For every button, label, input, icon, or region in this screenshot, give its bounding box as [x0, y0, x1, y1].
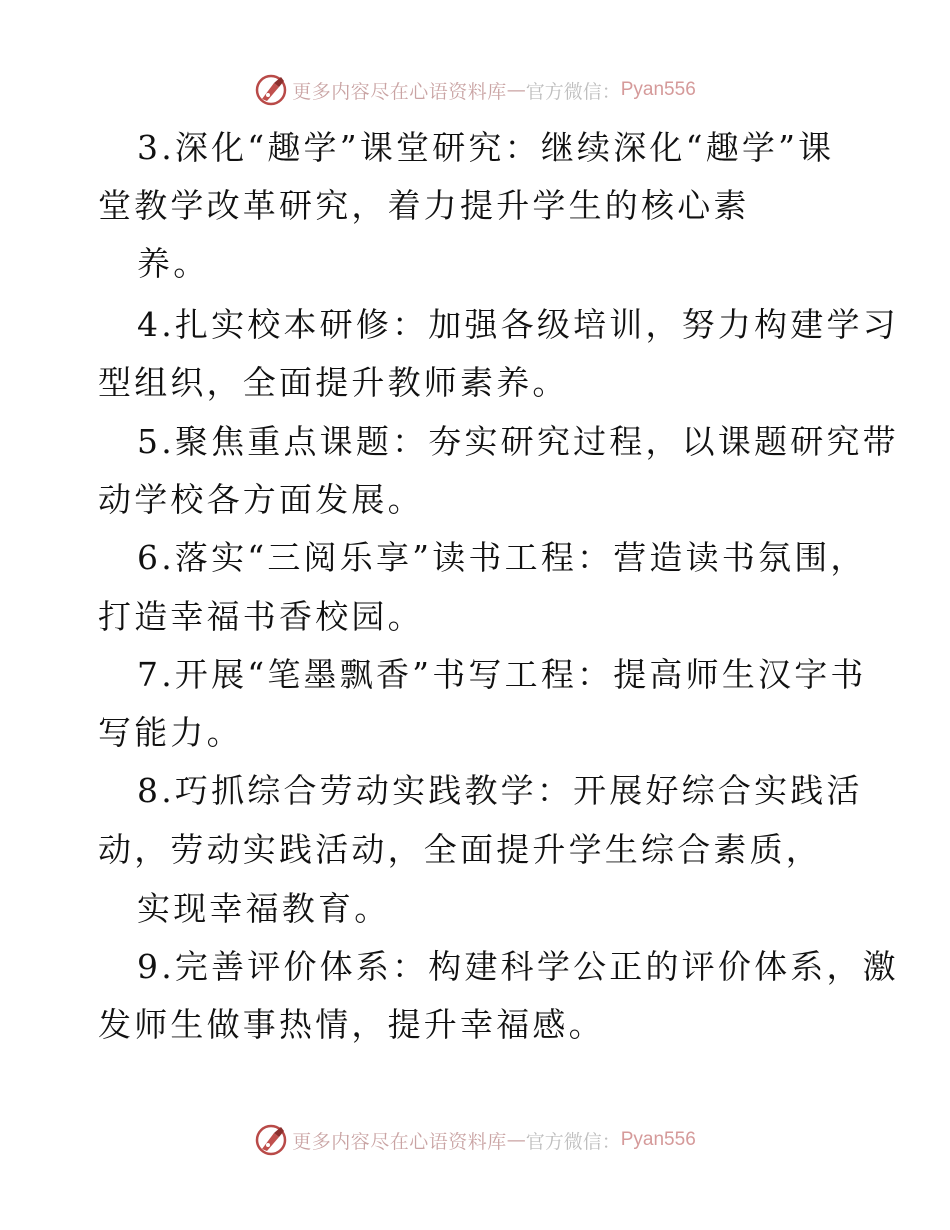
paragraph-4-line-2: 型组织，全面提升教师素养。 — [98, 363, 569, 402]
banner-wechat-id: Pyan556 — [620, 1129, 696, 1150]
banner-wechat-id: Pyan556 — [620, 79, 696, 100]
paragraph-5-line-2: 动学校各方面发展。 — [98, 480, 424, 519]
pen-nib-logo-icon — [254, 73, 288, 107]
banner-text: 更多内容尽在心语资料库 — [292, 80, 507, 103]
paragraph-3-line-3: 养。 — [137, 244, 210, 283]
footer-watermark — [0, 1120, 950, 1160]
paragraph-8-line-3: 实现幸福教育。 — [137, 889, 391, 928]
paragraph-8-line-1: 8.巧抓综合劳动实践教学：开展好综合实践活 — [137, 771, 863, 810]
paragraph-8-line-2: 动，劳动实践活动，全面提升学生综合素质， — [98, 830, 822, 869]
paragraph-4-line-1: 4.扎实校本研修：加强各级培训，努力构建学习 — [137, 305, 899, 344]
paragraph-6-line-1: 6.落实“三阅乐享”读书工程：营造读书氛围， — [137, 538, 867, 577]
banner-dash: — — [506, 79, 526, 101]
banner-official-label: 官方微信： — [525, 1130, 621, 1153]
paragraph-3-line-1: 3.深化“趣学”课堂研究：继续深化“趣学”课 — [137, 128, 835, 167]
paragraph-9-line-1: 9.完善评价体系：构建科学公正的评价体系，激 — [137, 947, 899, 986]
paragraph-7-line-2: 写能力。 — [98, 713, 243, 752]
paragraph-9-line-2: 发师生做事热情，提升幸福感。 — [98, 1005, 605, 1044]
pen-nib-logo-icon — [254, 1123, 288, 1157]
paragraph-7-line-1: 7.开展“笔墨飘香”书写工程：提高师生汉字书 — [137, 655, 867, 694]
banner-official-label: 官方微信： — [525, 80, 621, 103]
header-watermark — [0, 70, 950, 110]
paragraph-3-line-2: 堂教学改革研究，着力提升学生的核心素 — [98, 186, 750, 225]
paragraph-5-line-1: 5.聚焦重点课题：夯实研究过程，以课题研究带 — [137, 422, 899, 461]
paragraph-6-line-2: 打造幸福书香校园。 — [98, 597, 424, 636]
banner-text: 更多内容尽在心语资料库 — [292, 1130, 507, 1153]
banner-dash: — — [506, 1129, 526, 1151]
